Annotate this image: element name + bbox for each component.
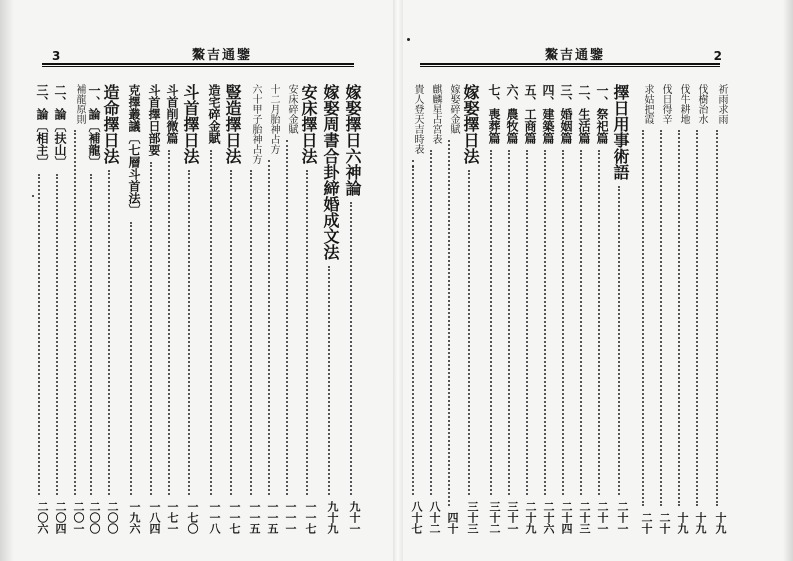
toc-entry-page: 二十一 xyxy=(616,501,629,534)
toc-entry-title: 三、婚姻篇 xyxy=(559,84,573,144)
toc-entry-title: 十二月胎神占方 xyxy=(268,84,279,154)
scan-speck xyxy=(407,38,410,41)
toc-entry xyxy=(240,84,260,534)
page-edge-right xyxy=(783,0,793,561)
leader-dots xyxy=(168,150,170,495)
toc-entry-page: 十九 xyxy=(676,512,689,534)
leader-dots xyxy=(508,150,510,495)
header-rule xyxy=(420,63,720,65)
toc-entry-page: 四十 xyxy=(446,512,459,534)
toc-entry-page: 十九 xyxy=(714,512,727,534)
leader-dots xyxy=(430,150,432,495)
toc-entry xyxy=(98,84,118,534)
toc-entry xyxy=(296,84,316,534)
toc-entry-page: 二〇一 xyxy=(72,501,85,534)
toc-entry-page: 二十一 xyxy=(596,501,609,534)
right-page xyxy=(410,0,727,561)
toc-entry-title: 祈雨求雨 xyxy=(716,84,727,124)
toc-entry-page: 三十一 xyxy=(506,501,519,534)
leader-dots xyxy=(74,130,76,495)
toc-entry xyxy=(258,84,278,534)
toc-entry-page: 一七一 xyxy=(166,501,179,534)
leader-dots xyxy=(716,130,718,506)
leader-dots xyxy=(90,174,92,495)
toc-entry-title: 二、論〔扶山〕 xyxy=(53,84,67,168)
header-rule-thin xyxy=(420,66,720,67)
toc-entry-page: 一一七 xyxy=(228,501,241,534)
toc-entry xyxy=(420,84,440,534)
leader-dots xyxy=(544,150,546,495)
toc-entry-title: 嫁娶擇日六神論 xyxy=(343,84,362,196)
toc-entry xyxy=(498,84,518,534)
toc-entry-page: 九十一 xyxy=(348,501,361,534)
leader-dots xyxy=(286,140,288,495)
toc-entry xyxy=(608,84,628,534)
running-title: 鰲吉通鑒 xyxy=(545,48,606,63)
toc-entry-page: 二十四 xyxy=(560,501,573,534)
toc-entry xyxy=(480,84,500,534)
toc-entry-title: 六、農牧篇 xyxy=(505,84,519,144)
leader-dots xyxy=(230,170,232,495)
toc-entry-page: 九十九 xyxy=(326,501,339,534)
toc-entry-page: 一一五 xyxy=(248,501,261,534)
toc-entry-title: 擇日用事術語 xyxy=(611,84,630,180)
toc-entry xyxy=(438,84,458,534)
toc-entry xyxy=(276,84,296,534)
leader-dots xyxy=(598,150,600,495)
toc-entry-title: 嫁娶擇日法 xyxy=(461,84,480,164)
toc-entry-title: 造命擇日法 xyxy=(101,84,120,164)
toc-entry-title: 四、建築篇 xyxy=(541,84,555,144)
toc-entry xyxy=(46,84,66,534)
toc-entry xyxy=(140,84,160,534)
toc-entry-page: 二〇四 xyxy=(54,501,67,534)
leader-dots xyxy=(250,170,252,495)
toc-entry-title: 豎造擇日法 xyxy=(223,84,242,164)
toc-entry-page: 二十六 xyxy=(542,501,555,534)
toc-entry-page: 三十二 xyxy=(488,501,501,534)
toc-entry-page: 一一一 xyxy=(284,501,297,534)
leader-dots xyxy=(188,170,190,495)
toc-entry-page: 八十二 xyxy=(428,501,441,534)
leader-dots xyxy=(306,170,308,495)
leader-dots xyxy=(150,162,152,495)
toc-entry xyxy=(318,84,338,534)
toc-entry xyxy=(686,84,706,534)
toc-entry-title: 五、工商篇 xyxy=(523,84,537,144)
toc-entry xyxy=(64,84,84,534)
page-number: 2 xyxy=(713,49,722,63)
toc-entry-title: 克擇叢議〔七層斗首法〕 xyxy=(127,84,141,216)
scan-speck xyxy=(32,195,34,197)
leader-dots xyxy=(562,150,564,495)
toc-entry-title: 安床擇日法 xyxy=(299,84,318,164)
toc-entry-title: 安床碎金賦 xyxy=(286,84,297,134)
header-rule xyxy=(42,63,354,65)
toc-entry-title: 麒麟星占宮表 xyxy=(430,84,441,144)
toc-entry-title: 貴人登天吉時表 xyxy=(412,84,423,154)
toc-entry xyxy=(516,84,536,534)
toc-entry-title: 一、祭祀篇 xyxy=(595,84,609,144)
running-title: 鰲吉通鑒 xyxy=(192,48,253,63)
leader-dots xyxy=(580,150,582,495)
leader-dots xyxy=(108,170,110,495)
scan-speck xyxy=(412,166,414,168)
toc-entry-title: 斗首擇日部要 xyxy=(147,84,161,156)
leader-dots xyxy=(268,160,270,495)
toc-entry xyxy=(552,84,572,534)
leader-dots xyxy=(350,202,352,495)
toc-entry-page: 一一八 xyxy=(208,501,221,534)
header-rule-thin xyxy=(42,66,354,67)
leader-dots xyxy=(210,150,212,495)
toc-entry-page: 二十九 xyxy=(524,501,537,534)
toc-entry xyxy=(120,84,140,534)
page-number: 3 xyxy=(52,49,61,63)
leader-dots xyxy=(660,130,662,506)
toc-entry xyxy=(534,84,554,534)
toc-entry xyxy=(28,84,48,534)
toc-entry xyxy=(706,84,726,534)
toc-entry xyxy=(458,84,478,534)
toc-entry-page: 一八四 xyxy=(148,501,161,534)
leader-dots xyxy=(328,266,330,495)
toc-entry-title: 斗首削微篇 xyxy=(165,84,179,144)
leader-dots xyxy=(130,222,132,495)
toc-entry-page: 八十七 xyxy=(410,501,423,534)
leader-dots xyxy=(412,160,414,495)
toc-entry-title: 補龍原則 xyxy=(74,84,85,124)
toc-entry-page: 二十 xyxy=(640,512,653,534)
leader-dots xyxy=(526,150,528,495)
toc-entry-title: 伐樹治水 xyxy=(696,84,707,124)
toc-entry xyxy=(158,84,178,534)
toc-entry xyxy=(200,84,220,534)
toc-entry-title: 二、生活篇 xyxy=(577,84,591,144)
toc-entry-page: 二十三 xyxy=(578,501,591,534)
leader-dots xyxy=(642,130,644,506)
toc-entry-title: 一、論〔補龍〕 xyxy=(87,84,101,168)
toc-entry-page: 二十 xyxy=(658,512,671,534)
toc-entry-title: 嫁娶碎金賦 xyxy=(448,84,459,134)
toc-entry-page: 二〇六 xyxy=(36,501,49,534)
leader-dots xyxy=(56,174,58,495)
toc-entry-title: 伐牛耕地 xyxy=(678,84,689,124)
toc-entry-page: 一七〇 xyxy=(186,501,199,534)
toc-entry xyxy=(220,84,240,534)
toc-entry-page: 十九 xyxy=(694,512,707,534)
leader-dots xyxy=(38,174,40,495)
toc-entry-title: 嫁娶周書合卦締婚成文法 xyxy=(321,84,340,260)
leader-dots xyxy=(678,130,680,506)
page-edge-left xyxy=(0,0,14,561)
toc-entry-title: 七、喪葬篇 xyxy=(487,84,501,144)
toc-entry-title: 斗首擇日法 xyxy=(181,84,200,164)
toc-entry xyxy=(402,84,422,534)
toc-entry-page: 一一七 xyxy=(304,501,317,534)
toc-entry-page: 三十三 xyxy=(466,501,479,534)
toc-entry-title: 六十甲子胎神占方 xyxy=(250,84,261,164)
toc-entry-title: 伐日得辛 xyxy=(660,84,671,124)
toc-entry xyxy=(570,84,590,534)
toc-entry xyxy=(178,84,198,534)
toc-entry-page: 二〇〇 xyxy=(106,501,119,534)
toc-entry-page: 一一五 xyxy=(266,501,279,534)
toc-entry-title: 造宅碎金賦 xyxy=(207,84,221,144)
toc-entry-page: 一九六 xyxy=(128,501,141,534)
toc-entry xyxy=(588,84,608,534)
leader-dots xyxy=(448,140,450,506)
toc-entry xyxy=(340,84,360,534)
toc-entry xyxy=(632,84,652,534)
toc-entry-title: 求姑把霞 xyxy=(642,84,653,124)
leader-dots xyxy=(618,186,620,495)
leader-dots xyxy=(696,130,698,506)
left-page xyxy=(35,0,362,561)
leader-dots xyxy=(490,150,492,495)
leader-dots xyxy=(468,170,470,495)
toc-entry xyxy=(650,84,670,534)
toc-entry-page: 二〇〇 xyxy=(88,501,101,534)
toc-entry-title: 三、論〔相主〕 xyxy=(35,84,49,168)
toc-entry xyxy=(668,84,688,534)
